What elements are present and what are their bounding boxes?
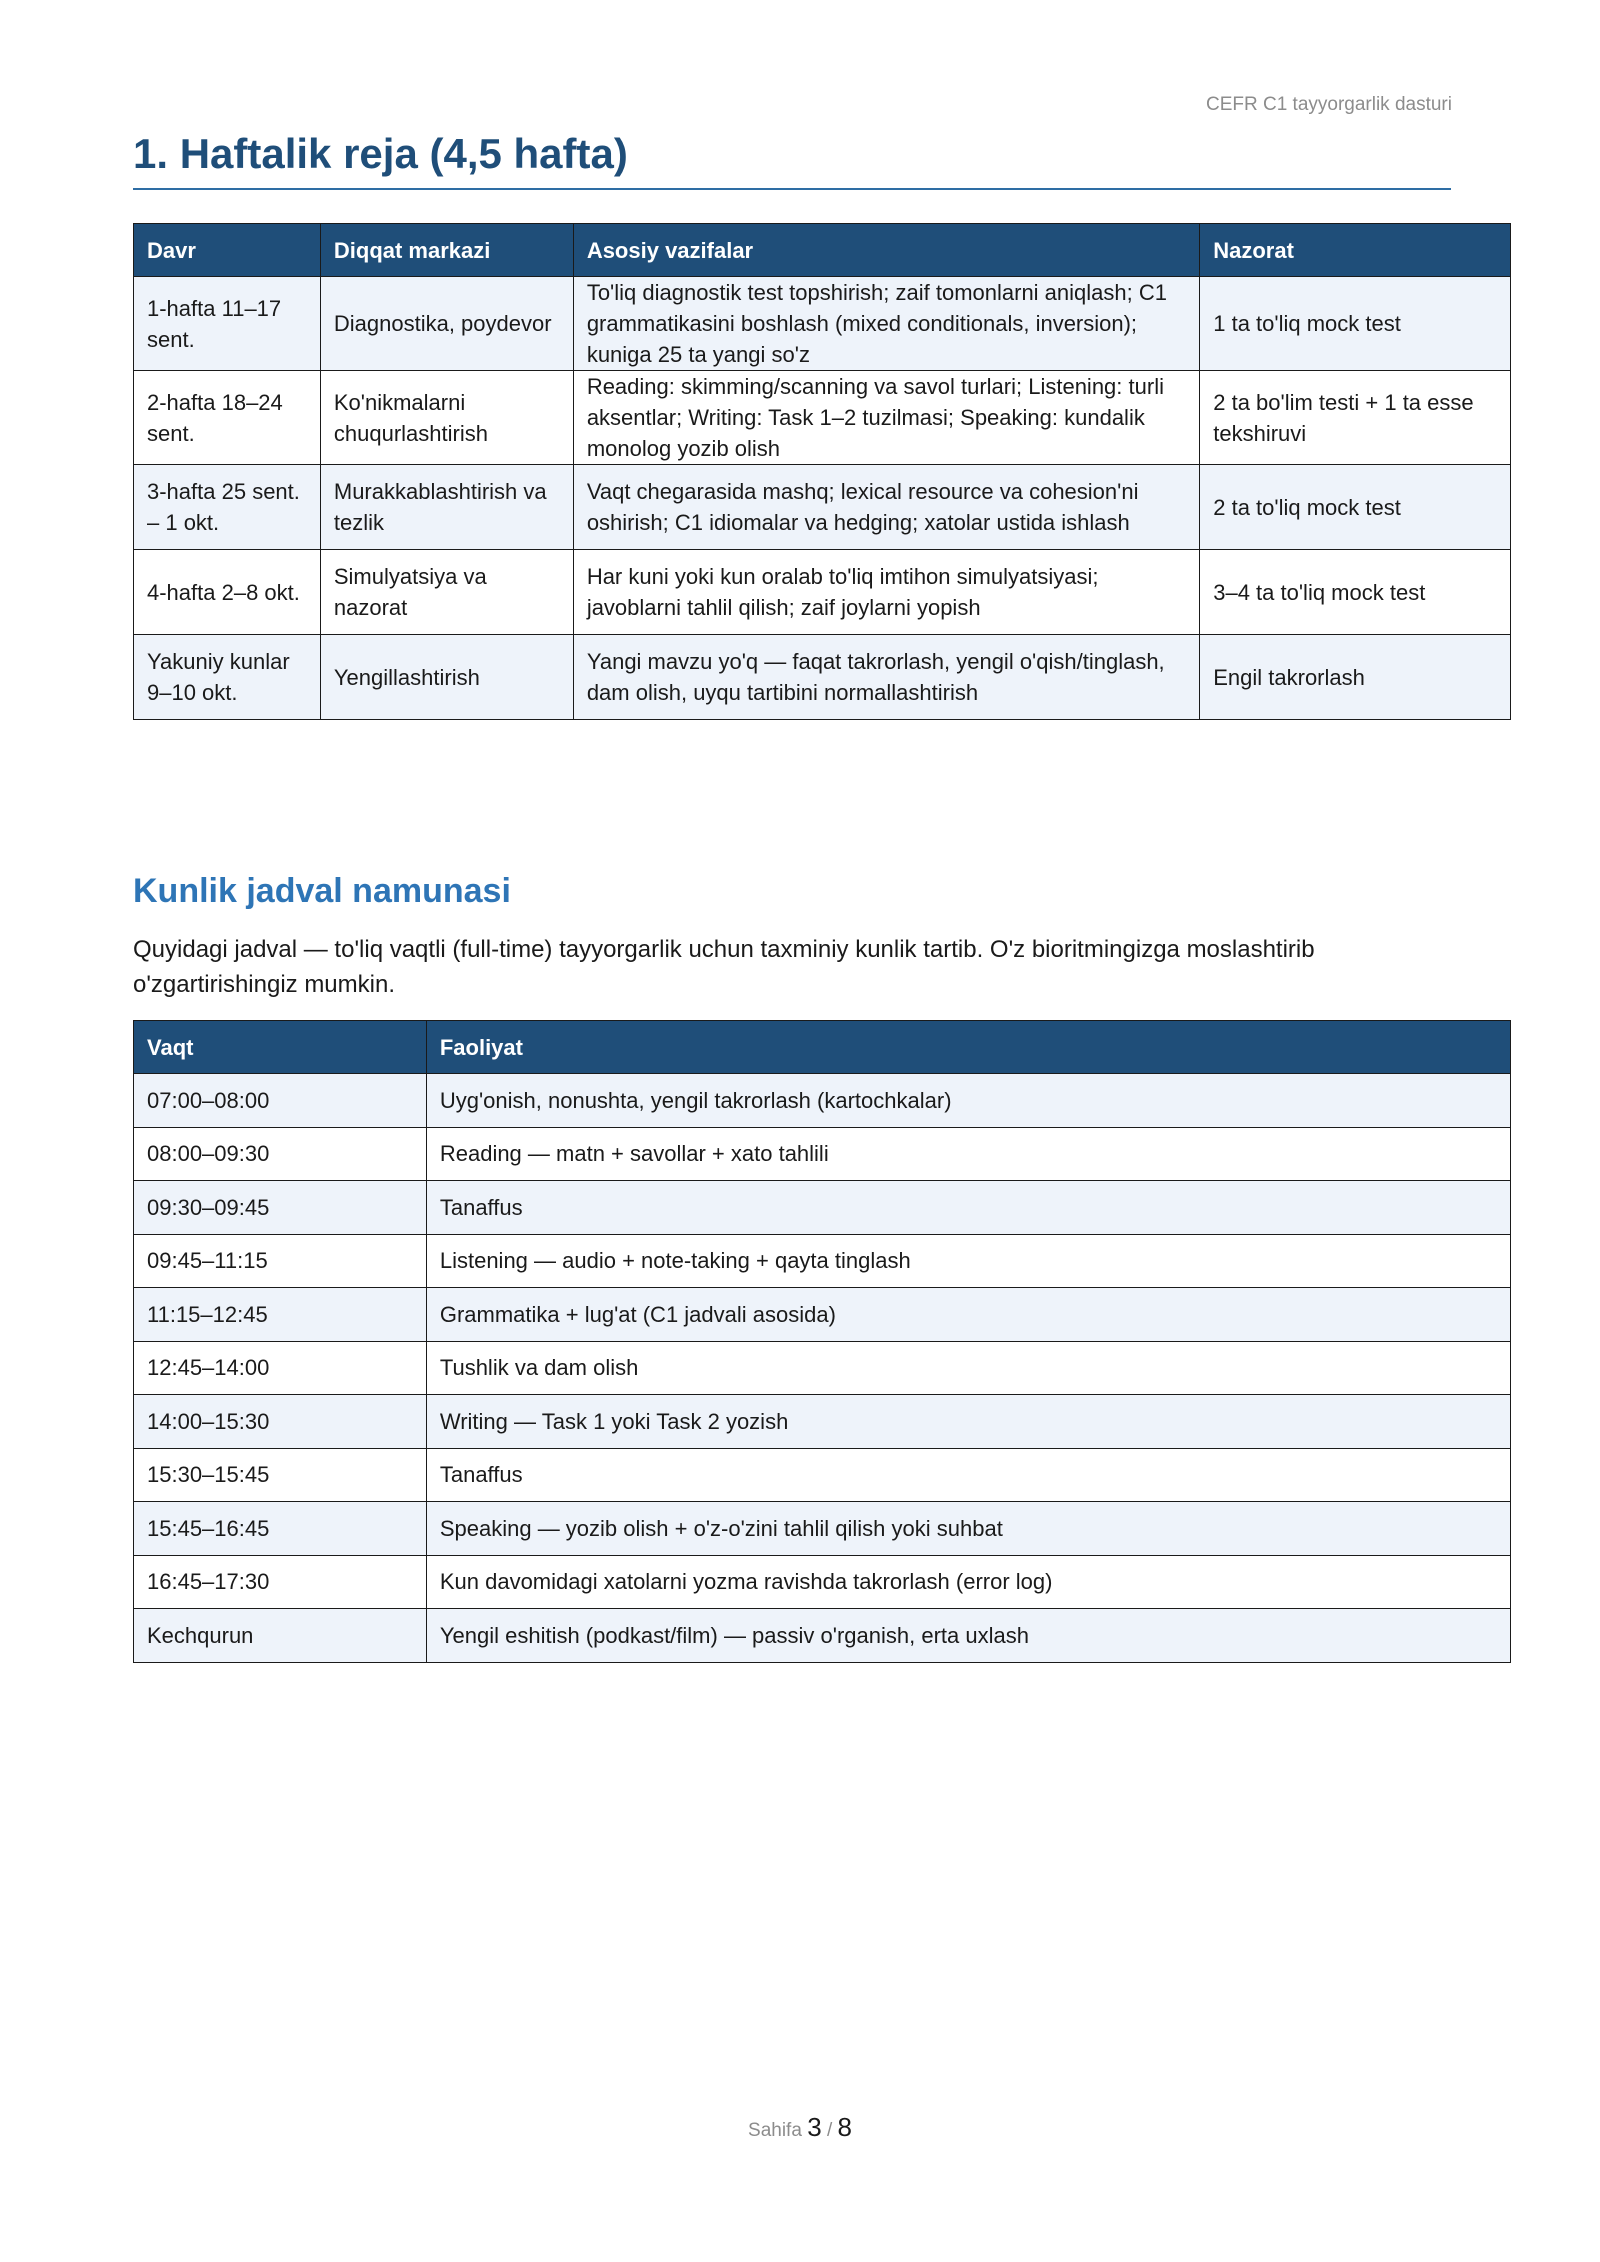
control-cell: 2 ta to'liq mock test bbox=[1200, 465, 1511, 550]
focus-cell: Ko'nikmalarni chuqurlashtirish bbox=[320, 371, 573, 465]
period-cell: 2-hafta 18–24 sent. bbox=[134, 371, 321, 465]
focus-cell: Murakkablashtirish va tezlik bbox=[320, 465, 573, 550]
control-cell: 1 ta to'liq mock test bbox=[1200, 277, 1511, 371]
time-cell: 11:15–12:45 bbox=[134, 1288, 427, 1342]
table-header-row bbox=[134, 1021, 1511, 1074]
focus-cell: Yengillashtirish bbox=[320, 635, 573, 720]
intro-paragraph: Quyidagi jadval — to'liq vaqtli (full-time) tayyorgarlik uchun taxminiy kunlik tartib. O'z bioritmingizga moslashtirib o'zgartirishingiz mumkin. bbox=[133, 936, 1315, 998]
activity-cell: Listening — audio + note-taking + qayta tinglash bbox=[426, 1234, 1510, 1288]
activity-cell: Writing — Task 1 yoki Task 2 yozish bbox=[426, 1395, 1510, 1449]
table-row bbox=[134, 277, 1511, 371]
table-row bbox=[134, 1288, 1511, 1342]
tasks-cell: To'liq diagnostik test topshirish; zaif tomonlarni aniqlash; C1 grammatikasini boshlash (mixed conditionals, inversion); kuniga 25 ta yangi so'z bbox=[573, 277, 1199, 371]
activity-cell: Reading — matn + savollar + xato tahlili bbox=[426, 1127, 1510, 1181]
table-row bbox=[134, 371, 1511, 465]
time-cell: Kechqurun bbox=[134, 1609, 427, 1663]
table-row bbox=[134, 1074, 1511, 1128]
table-row bbox=[134, 1555, 1511, 1609]
table-row bbox=[134, 465, 1511, 550]
table-row bbox=[134, 635, 1511, 720]
column-header: Vaqt bbox=[134, 1021, 427, 1074]
table-row bbox=[134, 1609, 1511, 1663]
column-header: Faoliyat bbox=[426, 1021, 1510, 1074]
weekly-plan-table bbox=[133, 223, 1511, 720]
column-header: Asosiy vazifalar bbox=[573, 224, 1199, 277]
table-header-row bbox=[134, 224, 1511, 277]
page-separator: / bbox=[826, 2120, 833, 2141]
period-cell: 1-hafta 11–17 sent. bbox=[134, 277, 321, 371]
time-cell: 07:00–08:00 bbox=[134, 1074, 427, 1128]
activity-cell: Speaking — yozib olish + o'z-o'zini tahlil qilish yoki suhbat bbox=[426, 1502, 1510, 1556]
time-cell: 14:00–15:30 bbox=[134, 1395, 427, 1449]
control-cell: 3–4 ta to'liq mock test bbox=[1200, 550, 1511, 635]
time-cell: 09:45–11:15 bbox=[134, 1234, 427, 1288]
page-label: Sahifa bbox=[748, 2120, 802, 2141]
period-cell: 4-hafta 2–8 okt. bbox=[134, 550, 321, 635]
column-header: Davr bbox=[134, 224, 321, 277]
table-row bbox=[134, 1395, 1511, 1449]
time-cell: 15:45–16:45 bbox=[134, 1502, 427, 1556]
tasks-cell: Vaqt chegarasida mashq; lexical resource va cohesion'ni oshirish; C1 idiomalar va hedging; xatolar ustida ishlash bbox=[573, 465, 1199, 550]
focus-cell: Simulyatsiya va nazorat bbox=[320, 550, 573, 635]
period-cell: Yakuniy kunlar 9–10 okt. bbox=[134, 635, 321, 720]
time-cell: 16:45–17:30 bbox=[134, 1555, 427, 1609]
total-page-count: 8 bbox=[837, 2112, 852, 2142]
table-row bbox=[134, 1341, 1511, 1395]
section-title: 1. Haftalik reja (4,5 hafta) bbox=[133, 130, 1451, 190]
subsection-title: Kunlik jadval namunasi bbox=[133, 872, 511, 910]
activity-cell: Tushlik va dam olish bbox=[426, 1341, 1510, 1395]
page-footer bbox=[0, 2112, 1600, 2143]
tasks-cell: Reading: skimming/scanning va savol turlari; Listening: turli aksentlar; Writing: Task 1–2 tuzilmasi; Speaking: kundalik monolog yozib olish bbox=[573, 371, 1199, 465]
tasks-cell: Yangi mavzu yo'q — faqat takrorlash, yengil o'qish/tinglash, dam olish, uyqu tartibini normallashtirish bbox=[573, 635, 1199, 720]
table-row bbox=[134, 1502, 1511, 1556]
time-cell: 15:30–15:45 bbox=[134, 1448, 427, 1502]
table-row bbox=[134, 1181, 1511, 1235]
table-row bbox=[134, 1234, 1511, 1288]
activity-cell: Yengil eshitish (podkast/film) — passiv o'rganish, erta uxlash bbox=[426, 1609, 1510, 1663]
activity-cell: Tanaffus bbox=[426, 1448, 1510, 1502]
table-row bbox=[134, 550, 1511, 635]
time-cell: 12:45–14:00 bbox=[134, 1341, 427, 1395]
time-cell: 08:00–09:30 bbox=[134, 1127, 427, 1181]
focus-cell: Diagnostika, poydevor bbox=[320, 277, 573, 371]
table-row bbox=[134, 1127, 1511, 1181]
activity-cell: Uyg'onish, nonushta, yengil takrorlash (kartochkalar) bbox=[426, 1074, 1510, 1128]
daily-schedule-table bbox=[133, 1020, 1511, 1663]
period-cell: 3-hafta 25 sent. – 1 okt. bbox=[134, 465, 321, 550]
control-cell: 2 ta bo'lim testi + 1 ta esse tekshiruvi bbox=[1200, 371, 1511, 465]
column-header: Nazorat bbox=[1200, 224, 1511, 277]
current-page-number: 3 bbox=[807, 2112, 822, 2142]
tasks-cell: Har kuni yoki kun oralab to'liq imtihon simulyatsiyasi; javoblarni tahlil qilish; zaif joylarni yopish bbox=[573, 550, 1199, 635]
time-cell: 09:30–09:45 bbox=[134, 1181, 427, 1235]
activity-cell: Grammatika + lug'at (C1 jadvali asosida) bbox=[426, 1288, 1510, 1342]
activity-cell: Tanaffus bbox=[426, 1181, 1510, 1235]
column-header: Diqqat markazi bbox=[320, 224, 573, 277]
activity-cell: Kun davomidagi xatolarni yozma ravishda takrorlash (error log) bbox=[426, 1555, 1510, 1609]
table-row bbox=[134, 1448, 1511, 1502]
control-cell: Engil takrorlash bbox=[1200, 635, 1511, 720]
running-header: CEFR C1 tayyorgarlik dasturi bbox=[1205, 94, 1452, 115]
